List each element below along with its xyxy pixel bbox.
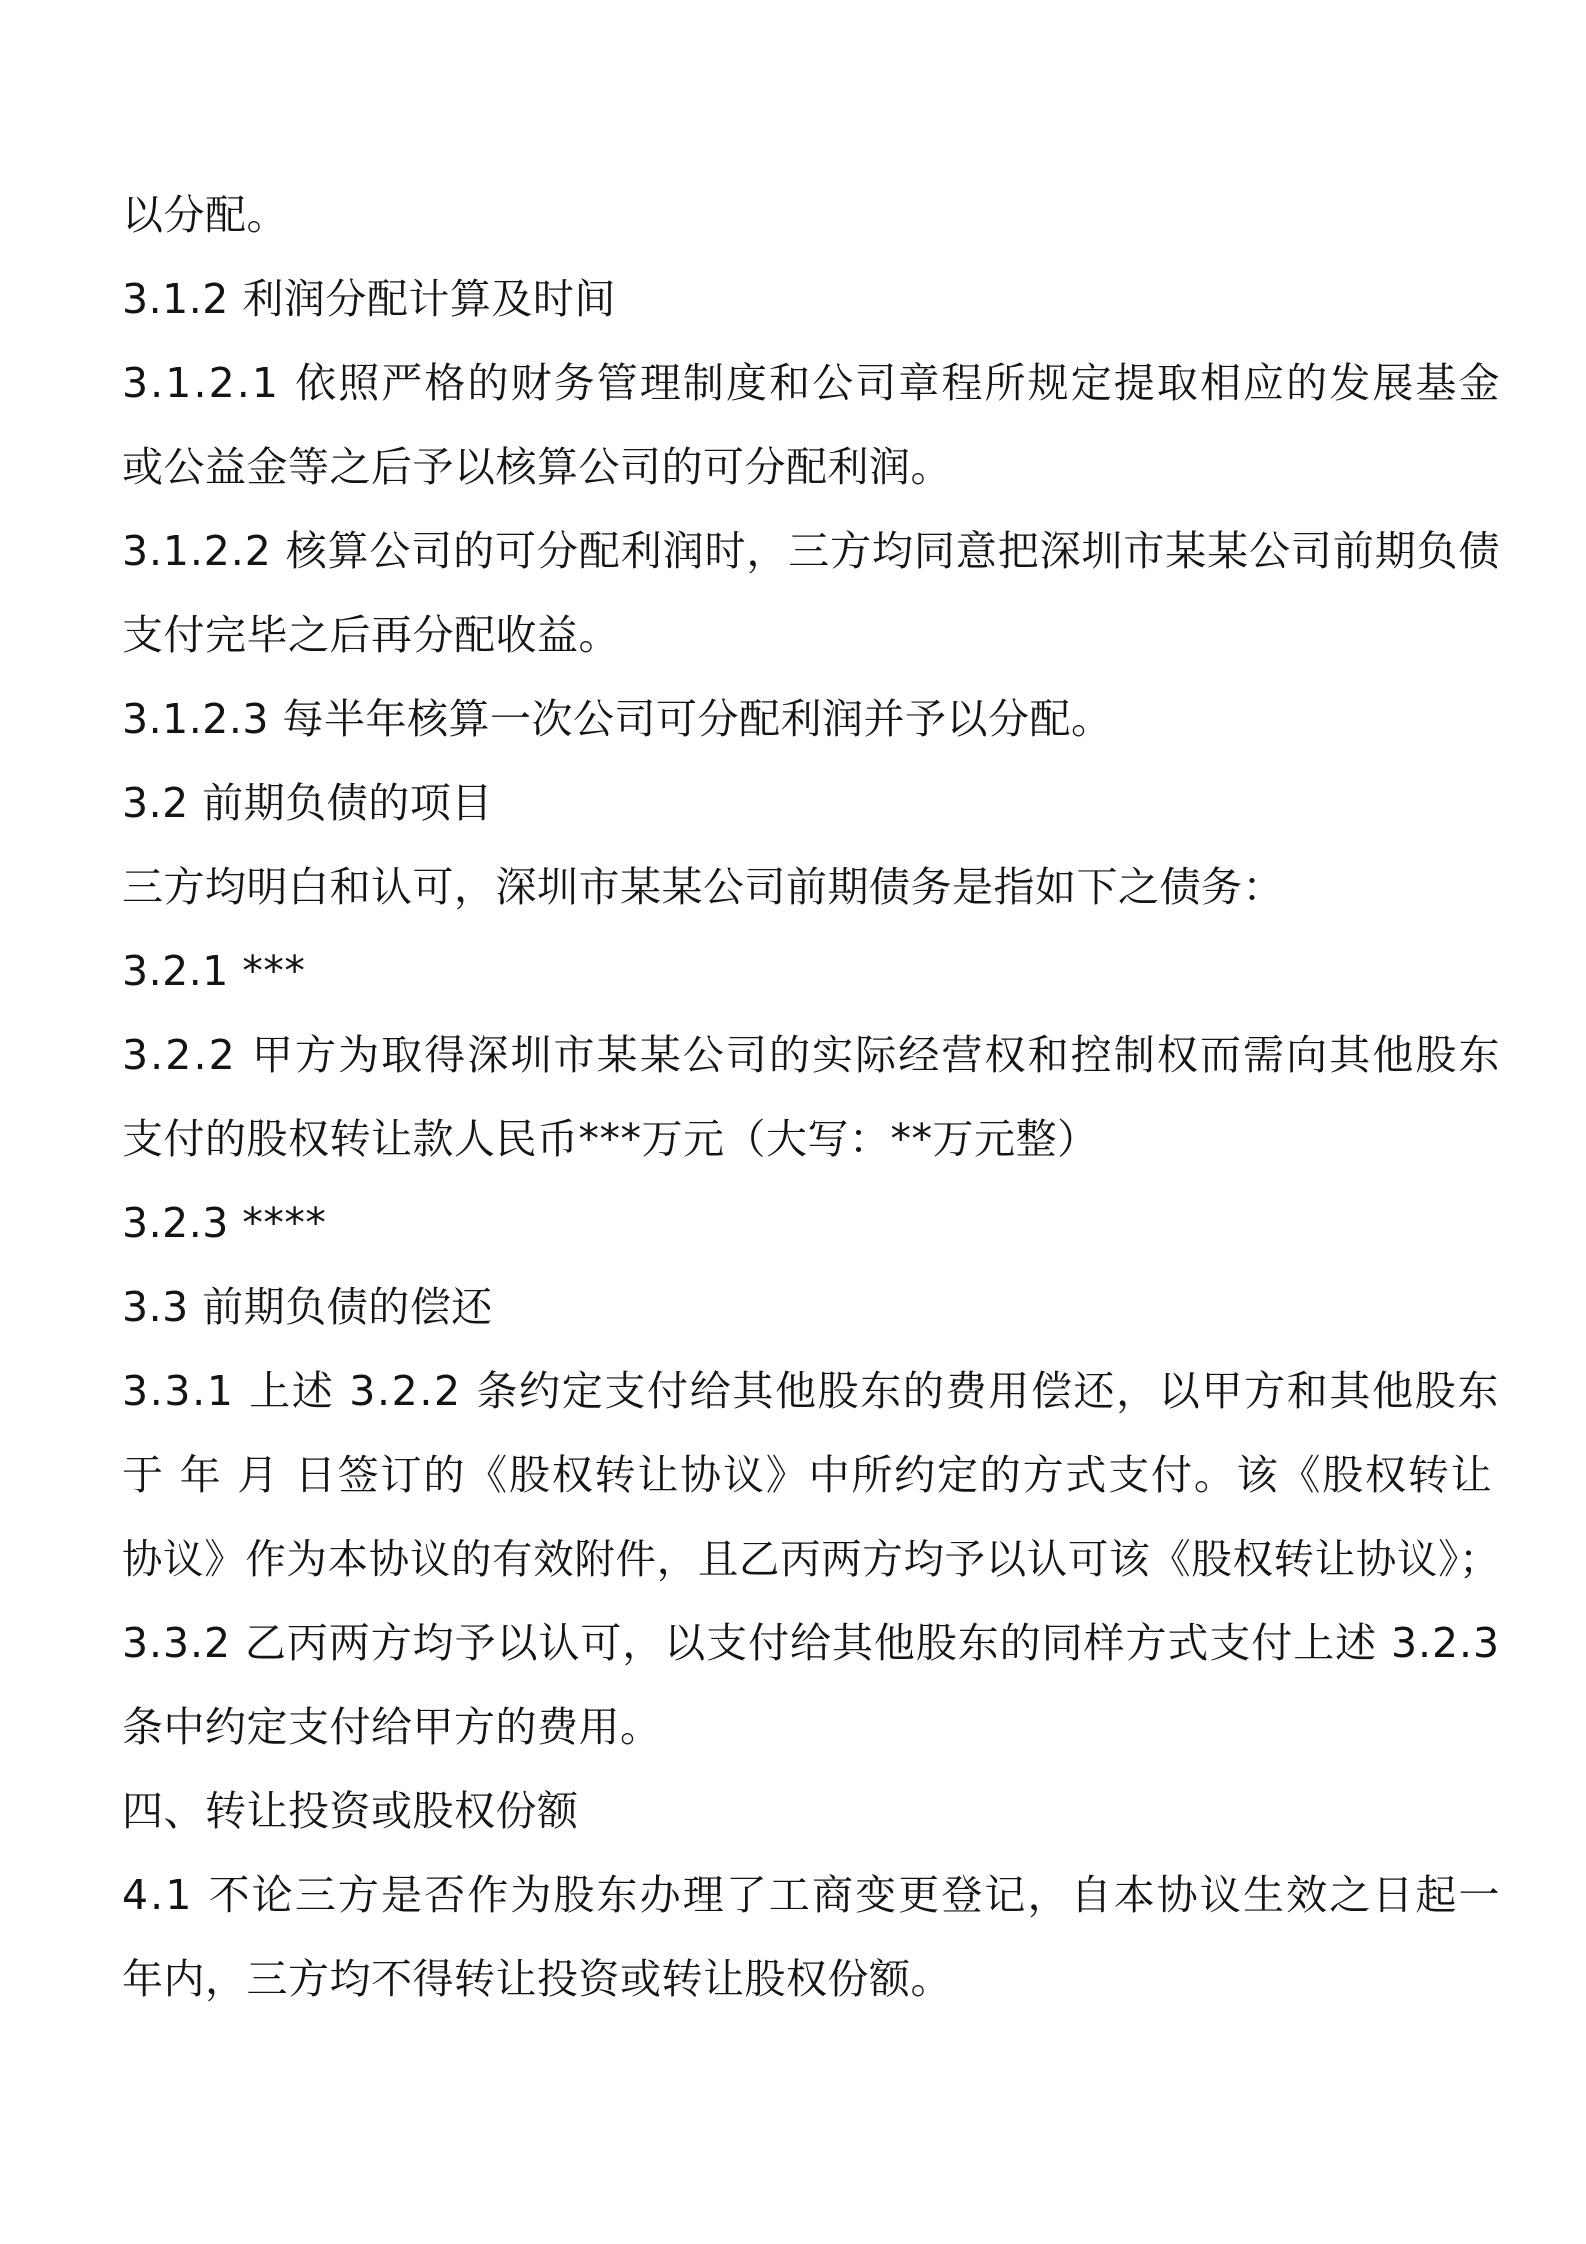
text-line: 协议》作为本协议的有效附件，且乙丙两方均予以认可该《股权转让协议》； <box>122 1535 1501 1583</box>
chapter-heading-4: 四、转让投资或股权份额 <box>122 1787 579 1835</box>
text-line: 以分配。 <box>122 191 288 239</box>
text-line: 4.1 不论三方是否作为股东办理了工商变更登记，自本协议生效之日起一 <box>122 1871 1502 1919</box>
section-heading-3-2: 3.2 前期负债的项目 <box>122 779 493 827</box>
text-line: 3.2.3 **** <box>122 1199 327 1247</box>
text-line: 或公益金等之后予以核算公司的可分配利润。 <box>122 443 952 491</box>
section-heading-3-1-2: 3.1.2 利润分配计算及时间 <box>122 275 616 323</box>
text-line: 三方均明白和认可，深圳市某某公司前期债务是指如下之债务： <box>122 863 1284 911</box>
section-heading-3-3: 3.3 前期负债的偿还 <box>122 1283 493 1331</box>
text-line: 条中约定支付给甲方的费用。 <box>122 1703 662 1751</box>
text-line: 3.1.2.1 依照严格的财务管理制度和公司章程所规定提取相应的发展基金 <box>122 359 1502 407</box>
text-line: 3.3.1 上述 3.2.2 条约定支付给其他股东的费用偿还，以甲方和其他股东 <box>122 1367 1500 1415</box>
text-line: 支付的股权转让款人民币***万元（大写：**万元整） <box>122 1115 1099 1163</box>
text-line: 3.2.1 *** <box>122 947 306 995</box>
text-line: 支付完毕之后再分配收益。 <box>122 611 620 659</box>
document-page <box>122 0 1500 2244</box>
text-line: 3.1.2.2 核算公司的可分配利润时，三方均同意把深圳市某某公司前期负债 <box>122 527 1501 575</box>
text-line: 于 年 月 日签订的《股权转让协议》中所约定的方式支付。该《股权转让 <box>122 1451 1494 1499</box>
text-line: 3.1.2.3 每半年核算一次公司可分配利润并予以分配。 <box>122 695 1113 743</box>
text-line: 3.3.2 乙丙两方均予以认可，以支付给其他股东的同样方式支付上述 3.2.3 <box>122 1619 1500 1667</box>
text-line: 年内，三方均不得转让投资或转让股权份额。 <box>122 1955 952 2003</box>
text-line: 3.2.2 甲方为取得深圳市某某公司的实际经营权和控制权而需向其他股东 <box>122 1031 1502 1079</box>
